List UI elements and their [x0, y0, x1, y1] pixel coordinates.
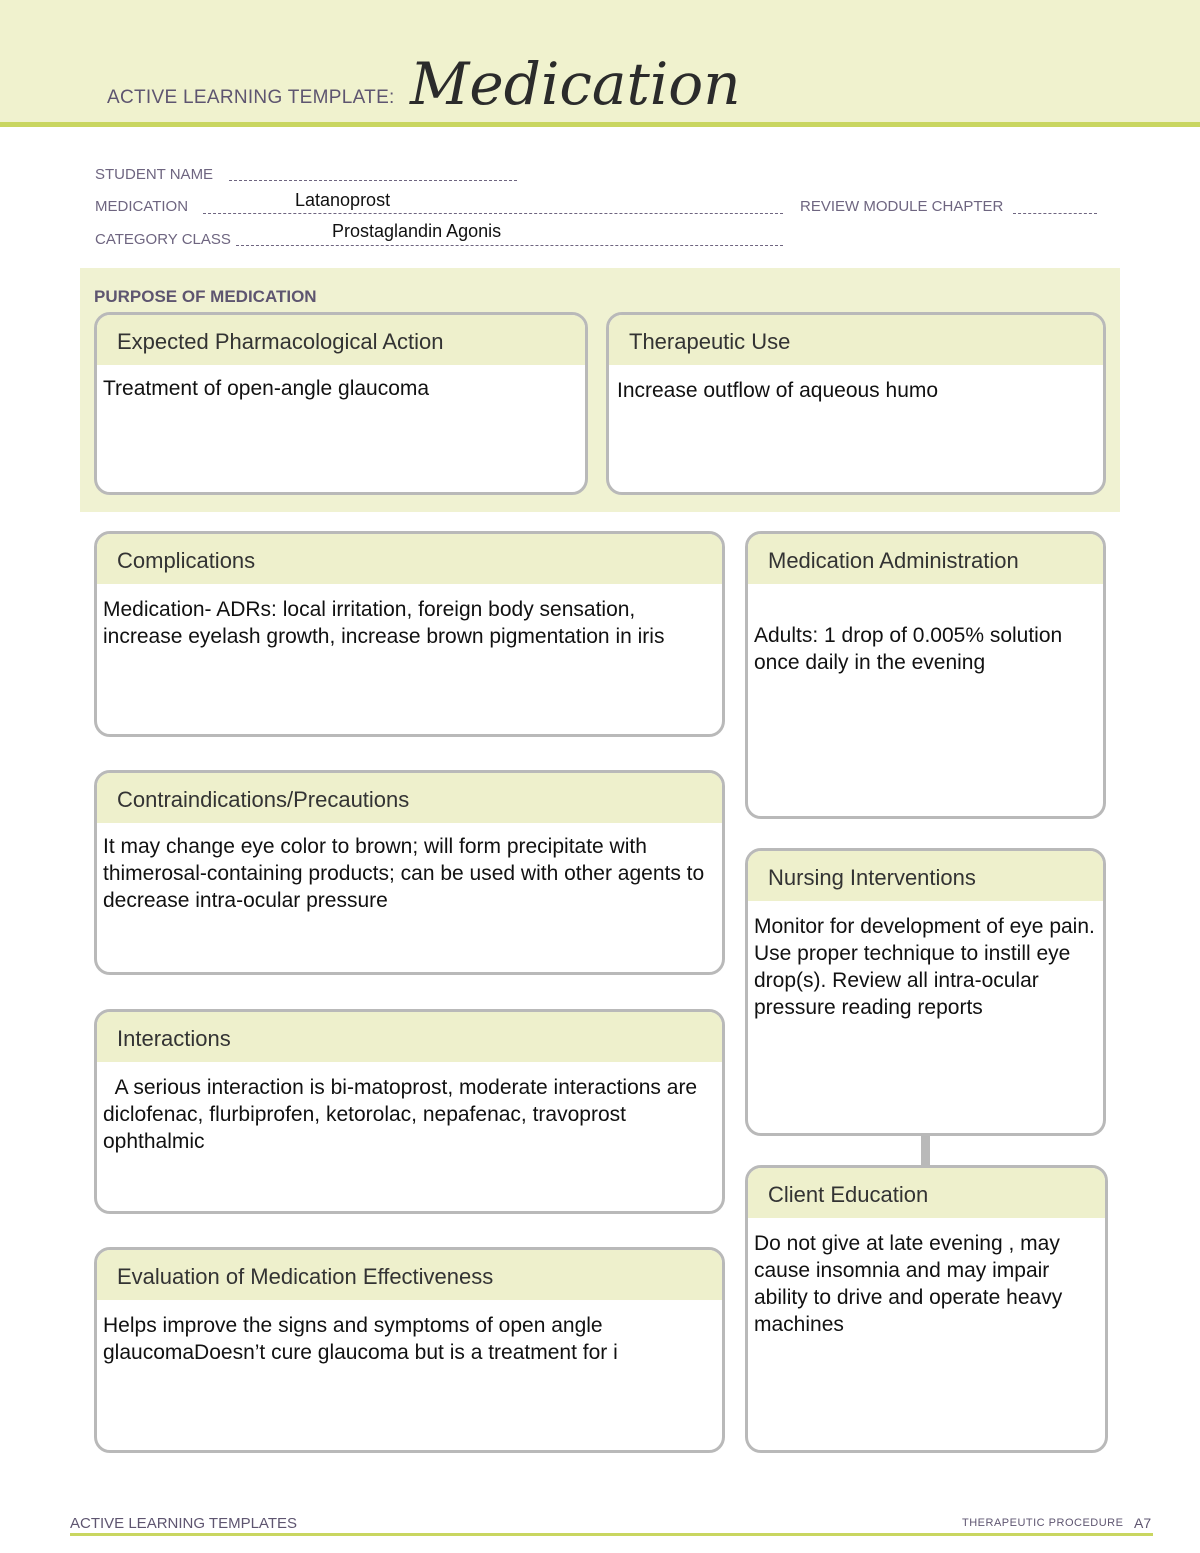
category-class-field[interactable] — [236, 245, 783, 246]
evaluation-box — [94, 1247, 725, 1453]
box-text[interactable]: Medication- ADRs: local irritation, foreign body sensation, increase eyelash growth, increase brown pigmentation in iris — [103, 598, 665, 648]
page-title: Medication — [410, 50, 741, 118]
box-text[interactable]: Increase outflow of aqueous humo — [617, 379, 939, 402]
review-module-label: REVIEW MODULE CHAPTER — [800, 198, 1004, 215]
client-education-box — [745, 1165, 1108, 1453]
template-label: ACTIVE LEARNING TEMPLATE: — [107, 87, 395, 108]
box-title: Contraindications/Precautions — [97, 773, 722, 823]
page-number: A7 — [1134, 1515, 1152, 1531]
contraindications-box — [94, 770, 725, 975]
student-name-field[interactable] — [229, 180, 517, 181]
box-title: Expected Pharmacological Action — [97, 315, 585, 365]
box-title: Interactions — [97, 1012, 722, 1062]
box-title: Client Education — [748, 1168, 1105, 1218]
category-class-value: Prostaglandin Agonis — [332, 221, 502, 241]
box-text[interactable]: Treatment of open-angle glaucoma — [103, 377, 430, 400]
footer-right: THERAPEUTIC PROCEDURE — [962, 1517, 1124, 1529]
expected-action-box — [94, 312, 588, 495]
medication-label: MEDICATION — [95, 198, 189, 215]
box-text[interactable]: It may change eye color to brown; will form precipitate with thimerosal-containing products; can be used with other agents to decrease intra-ocular pressure — [103, 835, 705, 912]
interactions-box — [94, 1009, 725, 1214]
box-text[interactable]: Adults: 1 drop of 0.005% solution once daily in the evening — [754, 624, 1063, 674]
box-text[interactable]: Helps improve the signs and symptoms of open angle glaucomaDoesn’t cure glaucoma but is a treatment for i — [103, 1314, 618, 1364]
box-title: Complications — [97, 534, 722, 584]
review-module-field[interactable] — [1013, 213, 1097, 214]
nursing-interventions-box — [745, 848, 1106, 1136]
box-title: Medication Administration — [748, 534, 1103, 584]
medication-value: Latanoprost — [295, 190, 391, 210]
box-title: Evaluation of Medication Effectiveness — [97, 1250, 722, 1300]
footer-rule — [70, 1533, 1153, 1536]
complications-box — [94, 531, 725, 737]
category-class-label: CATEGORY CLASS — [95, 231, 231, 248]
box-title: Nursing Interventions — [748, 851, 1103, 901]
box-title: Therapeutic Use — [609, 315, 1103, 365]
medication-field[interactable] — [203, 213, 783, 214]
box-text[interactable]: Do not give at late evening , may cause insomnia and may impair ability to drive and operate heavy machines — [754, 1232, 1063, 1336]
footer-left: ACTIVE LEARNING TEMPLATES — [70, 1515, 297, 1532]
purpose-heading: PURPOSE OF MEDICATION — [94, 287, 317, 306]
box-text[interactable]: A serious interaction is bi-matoprost, moderate interactions are diclofenac, flurbiprofen, ketorolac, nepafenac, travoprost ophthalmic — [103, 1076, 703, 1153]
therapeutic-use-box — [606, 312, 1106, 495]
box-text[interactable]: Monitor for development of eye pain. Use proper technique to instill eye drop(s). Review all intra-ocular pressure reading reports — [754, 915, 1095, 1019]
connector — [921, 1133, 930, 1168]
administration-box — [745, 531, 1106, 819]
student-name-label: STUDENT NAME — [95, 166, 214, 183]
